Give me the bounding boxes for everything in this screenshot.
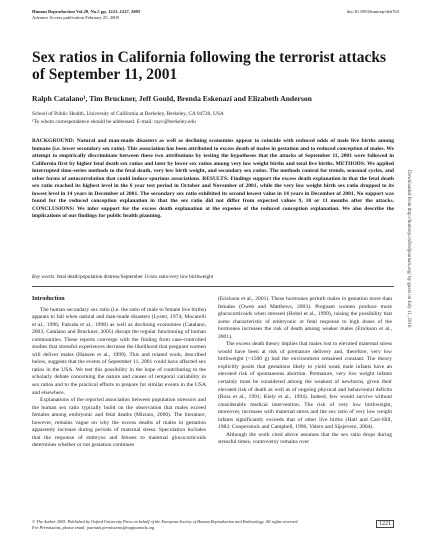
correspondence-note: ¹To whom correspondence should be addressed. E-mail: rayc@berkeley.edu (32, 118, 196, 125)
affiliation: School of Public Health, University of California at Berkeley, Berkeley, CA 94720, USA (32, 111, 224, 117)
section-divider (32, 286, 394, 287)
copyright-text: © The Author 2005. Published by Oxford University Press on behalf of the European Society of Human Reproduction and Embryology. All rights reserved. (32, 519, 299, 524)
abstract: BACKGROUND: Natural and man-made disasters as well as declining economies appear to coincide with reduced odds of male live births among humans (i.e. lower secondary sex ratio). This association has been attributed to excess death of males in gestation and to reduced conception of males. We attempt to empirically discriminate between these two attributions by testing the hypotheses that the attacks of September 11, 2001 were followed in California first by higher fetal death sex ratios and later by lower sex ratios among very low weight births and total live births. METHODS: We applied interrupted time-series methods to the fetal death, very low birth weight, and secondary sex ratios. The methods control for trends, seasonal cycles, and other forms of autocorrelation that could induce spurious associations. RESULTS: Findings support the excess death explanation in that the fetal death sex ratio reached its highest level in the 6 year test period in October and November of 2001, while the very low weight birth sex ratio dropped to its lowest level in 14 years in December of 2001. The secondary sex ratio exhibited its second lowest value in 14 years in December of 2001. No support was found for the reduced conception explanation in that the sex ratio did not differ from expected values 9, 10 or 11 months after the attacks. CONCLUSIONS: We infer support for the excess death explanation at the expense of the reduced conception explanation. We also describe the implications of our findings for public health planning. (32, 138, 394, 220)
permissions-text: For Permissions, please email: journals.permissions@oupjournals.org (32, 525, 155, 530)
body-paragraph: The excess death theory implies that males lost to elevated maternal stress would have been at risk of premature delivery and, therefore, very low birthweight (<1500 g) had the environment remained constant. The theory explicitly posits that gestations likely to yield weak male infants have an elevated risk of spontaneous abortion. Premature, very low weight infants certainly must be considered among the weakest of newborns, given their elevated risk of death as well as of ongoing physical and behavioural deficits (Ross et al., 1991; Kiely et al., 1994). Indeed, few would survive without considerable medical intervention. The risk of very low birthweight, moreover, increases with maternal stress and the sex ratio of very low weight infants significantly exceeds that of other live births (Hall and Carr-Hill, 1982; Cooperstock and Campbell, 1996; Valero and Sijsjevern, 2004). (218, 341, 392, 431)
keywords-line (32, 274, 394, 280)
body-paragraph: (Erickson et al., 2001). These hormones perturb males in gestation more than females (Owen and Matthews, 2003). Pregnant women produce more glucocorticoids when stressed (Hobel et al., 1999), raising the possibility that some characteristic of embryonic or fetal response to high doses of the hormones increases the risk of death among weaker males (Erickson et al., 2001). (218, 296, 392, 340)
author-list: Ralph Catalano¹, Tim Bruckner, Jeff Gould, Brenda Eskenazi and Elizabeth Anderson (32, 94, 312, 103)
copyright-footer (32, 519, 362, 531)
advance-access-note: Advance Access publication February 25, 2005 (32, 15, 120, 20)
body-paragraph: Explanations of the reported association between population stressors and the human sex ratio typically build on the observation that males exceed females among embryonic and fetal deaths (Mizuno, 2000). The literature, however, remains vague on why the excess deaths of males in gestation apparently increase during periods of maternal stress. Speculation includes that the response of embryos and fetuses to maternal glucocorticoids determines whether or not gestation continues (32, 397, 206, 449)
body-paragraph: The human secondary sex ratio (i.e. the ratio of male to female live births) appears to fall when natural and man-made disasters (Lyster, 1974; Mocarelli et al., 1996; Fukuda et al., 1998) as well as declining economies (Catalano, 2003; Catalano and Bruckner, 2005) disrupt the regular functioning of human communities. These reports converge with the finding from case-controlled studies that stressful experiences decrease the likelihood that pregnant women will deliver males (Hansen et al., 1999). This and related work, described below, suggests that the events of September 11, 2001 could have affected sex ratios in the USA. We test this possibility in the hope of contributing to the scholarly debate concerning the nature and causes of temporal variability in sex ratios and to the practical efforts to prepare for similar events in the USA and elsewhere. (32, 306, 206, 396)
keywords-label: Key words: (32, 274, 56, 280)
right-column (218, 296, 392, 447)
doi-link[interactable]: doi:10.1093/humrep/deh763 (346, 9, 399, 14)
page-number: 1221 (376, 520, 394, 528)
article-title: Sex ratios in California following the terrorist attacks of September 11, 2001 (32, 49, 387, 83)
left-column (32, 296, 206, 450)
keywords-text: fetal death/population distress/September 11/sex ratio/very low birthweight (56, 274, 214, 280)
affiliation-block (32, 111, 392, 126)
download-watermark: Downloaded from http://humrep.oxfordjournals.org/ by guest on July 11, 2016 (406, 170, 411, 328)
journal-citation: Human Reproduction Vol.20, No.5 pp. 1221–1227, 2005 (32, 9, 141, 14)
body-paragraph: Although the work cited above assumes that the sex ratio drops during stressful times, controversy remains over (218, 431, 392, 446)
introduction-heading: Introduction (32, 296, 65, 302)
